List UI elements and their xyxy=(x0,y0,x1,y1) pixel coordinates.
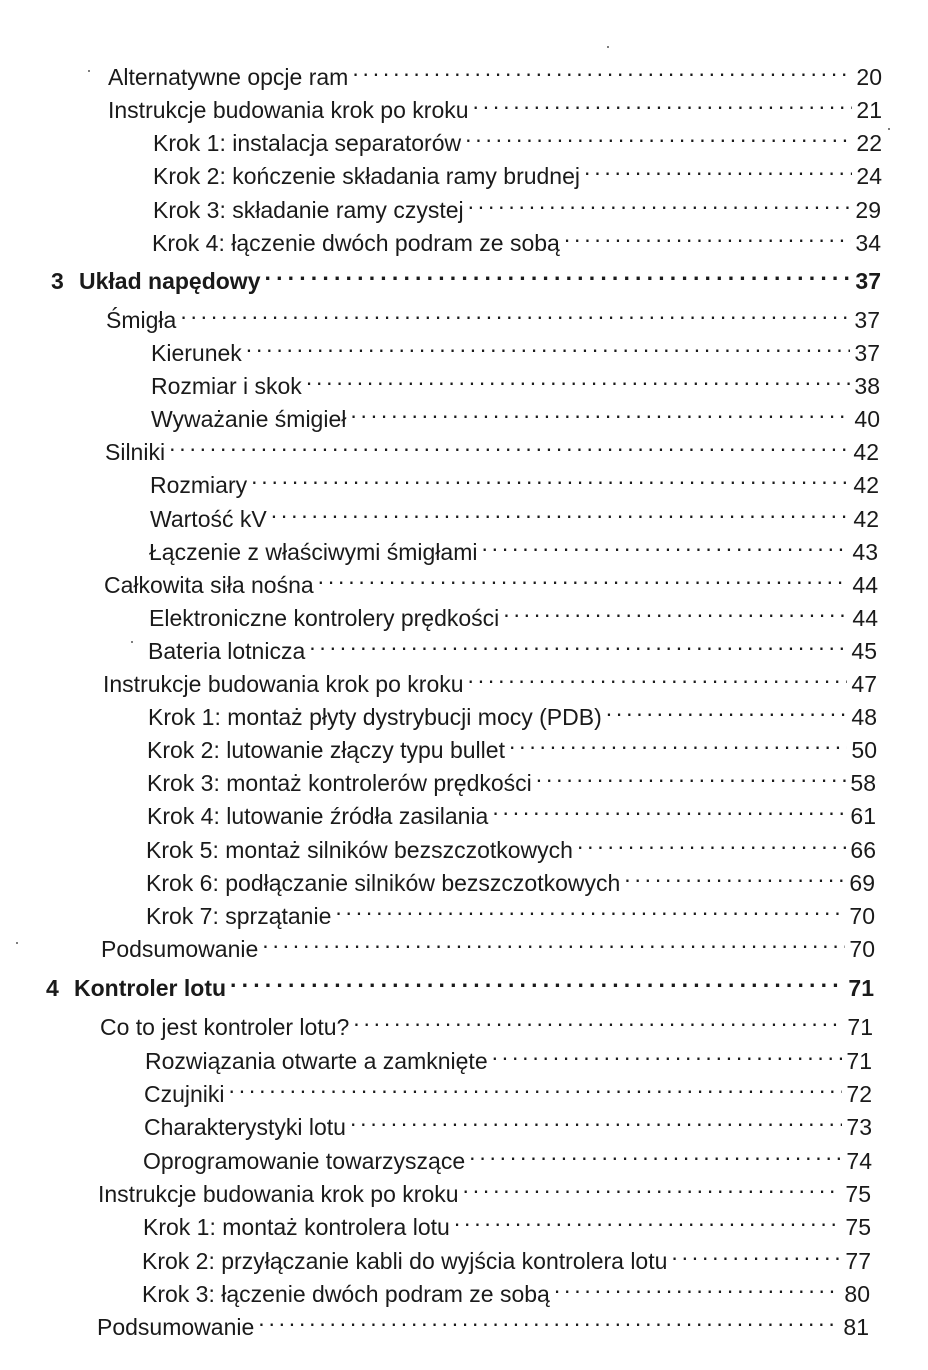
toc-entry[interactable] xyxy=(101,923,875,962)
chapter-number: 3 xyxy=(51,268,64,294)
toc-entry[interactable] xyxy=(150,459,879,498)
toc-entry-title: Łączenie z właściwymi śmigłami xyxy=(149,539,478,565)
toc-entry[interactable] xyxy=(146,890,875,929)
dot-leader xyxy=(575,824,846,858)
toc-entry-page: 44 xyxy=(852,572,878,598)
toc-entry-title: Krok 2: przyłączanie kabli do wyjścia kontrolera lotu xyxy=(142,1248,668,1274)
toc-entry[interactable] xyxy=(105,426,879,465)
toc-entry-page: 81 xyxy=(843,1314,869,1340)
toc-entry-title: Silniki xyxy=(105,439,166,465)
toc-entry-title: Instrukcje budowania krok po kroku xyxy=(103,671,464,697)
toc-entry-title: Krok 4: łączenie dwóch podram ze sobą xyxy=(152,230,560,256)
toc-entry-page: 75 xyxy=(845,1214,871,1240)
toc-entry-title: Krok 2: lutowanie złączy typu bullet xyxy=(147,737,505,763)
toc-entry-title: Krok 5: montaż silników bezszczotkowych xyxy=(146,837,573,863)
dot-leader xyxy=(507,724,847,758)
toc-entry-page: 71 xyxy=(847,1014,873,1040)
dot-leader xyxy=(490,1035,843,1069)
toc-entry-page: 29 xyxy=(855,197,881,223)
toc-entry-title: Oprogramowanie towarzyszące xyxy=(143,1148,466,1174)
toc-entry[interactable] xyxy=(142,1235,871,1274)
dot-leader xyxy=(479,526,848,560)
toc-chapter-title xyxy=(51,264,262,298)
toc-entry[interactable] xyxy=(106,294,880,333)
toc-entry-title: Krok 2: kończenie składania ramy brudnej xyxy=(153,163,581,189)
toc-entry-title: Krok 1: montaż kontrolera lotu xyxy=(143,1214,450,1240)
toc-entry[interactable] xyxy=(149,592,878,631)
toc-chapter[interactable] xyxy=(46,962,874,1001)
dot-leader xyxy=(348,393,850,427)
toc-entry-page: 70 xyxy=(849,936,875,962)
toc-entry-title: Krok 3: łączenie dwóch podram ze sobą xyxy=(142,1281,550,1307)
chapter-number: 4 xyxy=(46,975,59,1001)
toc-entry[interactable] xyxy=(108,51,882,90)
dot-leader xyxy=(562,217,852,251)
toc-entry[interactable] xyxy=(103,658,877,697)
toc-entry[interactable] xyxy=(153,184,881,223)
toc-entry-title: Całkowita siła nośna xyxy=(104,572,314,598)
toc-entry-page: 74 xyxy=(846,1148,872,1174)
scan-speck xyxy=(16,942,18,944)
chapter-label: Układ napędowy xyxy=(79,268,261,294)
toc-entry[interactable] xyxy=(98,1168,871,1207)
scan-speck xyxy=(888,128,890,130)
toc-entry-title: Krok 6: podłączanie silników bezszczotkowych xyxy=(146,870,621,896)
toc-entry-title: Wyważanie śmigieł xyxy=(151,406,347,432)
scan-speck xyxy=(88,70,90,72)
toc-entry-page: 75 xyxy=(845,1181,871,1207)
toc-entry[interactable] xyxy=(153,150,882,189)
dot-leader xyxy=(256,1301,839,1335)
dot-leader xyxy=(227,1068,843,1102)
toc-entry-page: 20 xyxy=(856,64,882,90)
toc-entry[interactable] xyxy=(150,493,879,532)
dot-leader xyxy=(669,1235,841,1269)
toc-entry-page: 34 xyxy=(855,230,881,256)
toc-entry[interactable] xyxy=(148,625,877,664)
toc-entry-page: 42 xyxy=(853,472,879,498)
toc-entry-page: 47 xyxy=(851,671,877,697)
toc-entry-title: Krok 3: składanie ramy czystej xyxy=(153,197,464,223)
toc-entry[interactable] xyxy=(143,1201,871,1240)
toc-entry[interactable] xyxy=(97,1301,869,1340)
toc-entry-page: 37 xyxy=(855,268,881,294)
toc-entry-page: 71 xyxy=(846,1048,872,1074)
toc-entry-title: Charakterystyki lotu xyxy=(144,1114,346,1140)
toc-entry-page: 70 xyxy=(849,903,875,929)
dot-leader xyxy=(249,459,849,493)
dot-leader xyxy=(534,757,847,791)
toc-entry-title: Krok 1: montaż płyty dystrybucji mocy (PDB) xyxy=(148,704,602,730)
toc-entry-title: Podsumowanie xyxy=(101,936,259,962)
toc-entry[interactable] xyxy=(146,824,876,863)
toc-entry-page: 43 xyxy=(852,539,878,565)
toc-entry-page: 48 xyxy=(851,704,877,730)
dot-leader xyxy=(244,327,851,361)
toc-entry-title: Podsumowanie xyxy=(97,1314,255,1340)
toc-entry-title: Krok 7: sprzątanie xyxy=(146,903,332,929)
toc-entry-page: 61 xyxy=(850,803,876,829)
dot-leader xyxy=(167,426,849,460)
toc-entry-page: 22 xyxy=(856,130,882,156)
toc-entry-page: 45 xyxy=(851,638,877,664)
dot-leader xyxy=(467,1135,842,1169)
toc-entry[interactable] xyxy=(142,1268,870,1307)
toc-entry-title: Instrukcje budowania krok po kroku xyxy=(98,1181,459,1207)
dot-leader xyxy=(348,1101,842,1135)
toc-entry-page: 71 xyxy=(848,975,874,1001)
toc-entry-title: Czujniki xyxy=(144,1081,225,1107)
dot-leader xyxy=(452,1201,842,1235)
toc-entry-page: 77 xyxy=(845,1248,871,1274)
dot-leader xyxy=(466,184,852,218)
dot-leader xyxy=(304,360,851,394)
toc-entry[interactable] xyxy=(146,857,875,896)
dot-leader xyxy=(351,1001,843,1035)
dot-leader xyxy=(466,658,848,692)
toc-entry[interactable] xyxy=(108,84,882,123)
dot-leader xyxy=(316,559,849,593)
dot-leader xyxy=(333,890,845,924)
toc-entry[interactable] xyxy=(143,1135,872,1174)
dot-leader xyxy=(260,923,845,957)
toc-entry[interactable] xyxy=(151,393,880,432)
toc-entry-title: Elektroniczne kontrolery prędkości xyxy=(149,605,500,631)
toc-entry-page: 24 xyxy=(856,163,882,189)
toc-entry[interactable] xyxy=(144,1101,872,1140)
toc-entry-page: 42 xyxy=(853,439,879,465)
chapter-label: Kontroler lotu xyxy=(74,975,227,1001)
toc-entry-title: Wartość kV xyxy=(150,506,267,532)
dot-leader xyxy=(350,51,852,85)
toc-entry-title: Rozmiar i skok xyxy=(151,373,302,399)
dot-leader xyxy=(307,625,847,659)
toc-entry-title: Instrukcje budowania krok po kroku xyxy=(108,97,469,123)
dot-leader xyxy=(228,962,844,996)
toc-entry-page: 66 xyxy=(850,837,876,863)
toc-entry-title: Śmigła xyxy=(106,307,177,333)
toc-entry[interactable] xyxy=(149,526,878,565)
toc-entry-title: Kierunek xyxy=(151,340,242,366)
toc-entry[interactable] xyxy=(147,790,876,829)
toc-entry[interactable] xyxy=(147,724,877,763)
dot-leader xyxy=(461,1168,842,1202)
toc-entry-title: Alternatywne opcje ram xyxy=(108,64,349,90)
dot-leader xyxy=(490,790,846,824)
dot-leader xyxy=(501,592,848,626)
toc-entry[interactable] xyxy=(100,1001,873,1040)
toc-entry[interactable] xyxy=(153,117,882,156)
toc-entry[interactable] xyxy=(104,559,878,598)
dot-leader xyxy=(269,493,850,527)
toc-entry[interactable] xyxy=(144,1068,872,1107)
toc-entry-page: 44 xyxy=(852,605,878,631)
toc-entry-page: 37 xyxy=(854,307,880,333)
toc-entry-page: 37 xyxy=(854,340,880,366)
toc-entry-page: 80 xyxy=(844,1281,870,1307)
toc-chapter[interactable] xyxy=(51,255,881,294)
toc-entry[interactable] xyxy=(152,217,881,256)
scan-speck xyxy=(607,46,609,48)
toc-entry-page: 42 xyxy=(853,506,879,532)
toc-entry-title: Krok 3: montaż kontrolerów prędkości xyxy=(147,770,532,796)
dot-leader xyxy=(552,1268,841,1302)
dot-leader xyxy=(262,255,851,289)
toc-entry-title: Krok 1: instalacja separatorów xyxy=(153,130,462,156)
toc-entry[interactable] xyxy=(148,691,877,730)
dot-leader xyxy=(178,294,850,328)
toc-entry-page: 73 xyxy=(846,1114,872,1140)
toc-entry[interactable] xyxy=(151,360,880,399)
toc-entry-page: 38 xyxy=(854,373,880,399)
dot-leader xyxy=(582,150,852,184)
toc-entry-page: 21 xyxy=(856,97,882,123)
scan-speck xyxy=(131,641,133,643)
dot-leader xyxy=(604,691,848,725)
toc-entry-title: Krok 4: lutowanie źródła zasilania xyxy=(147,803,489,829)
dot-leader xyxy=(622,857,845,891)
toc-entry[interactable] xyxy=(151,327,880,366)
toc-entry-title: Rozwiązania otwarte a zamknięte xyxy=(145,1048,488,1074)
toc-entry-title: Co to jest kontroler lotu? xyxy=(100,1014,350,1040)
toc-entry-title: Bateria lotnicza xyxy=(148,638,306,664)
dot-leader xyxy=(463,117,852,151)
toc-entry-page: 50 xyxy=(851,737,877,763)
toc-entry[interactable] xyxy=(145,1035,872,1074)
toc-entry-page: 72 xyxy=(846,1081,872,1107)
toc-entry[interactable] xyxy=(147,757,876,796)
toc-entry-page: 58 xyxy=(850,770,876,796)
toc-entry-title: Rozmiary xyxy=(150,472,248,498)
toc-entry-page: 40 xyxy=(854,406,880,432)
toc-entry-page: 69 xyxy=(849,870,875,896)
toc-chapter-title xyxy=(46,971,228,1005)
dot-leader xyxy=(471,84,853,118)
